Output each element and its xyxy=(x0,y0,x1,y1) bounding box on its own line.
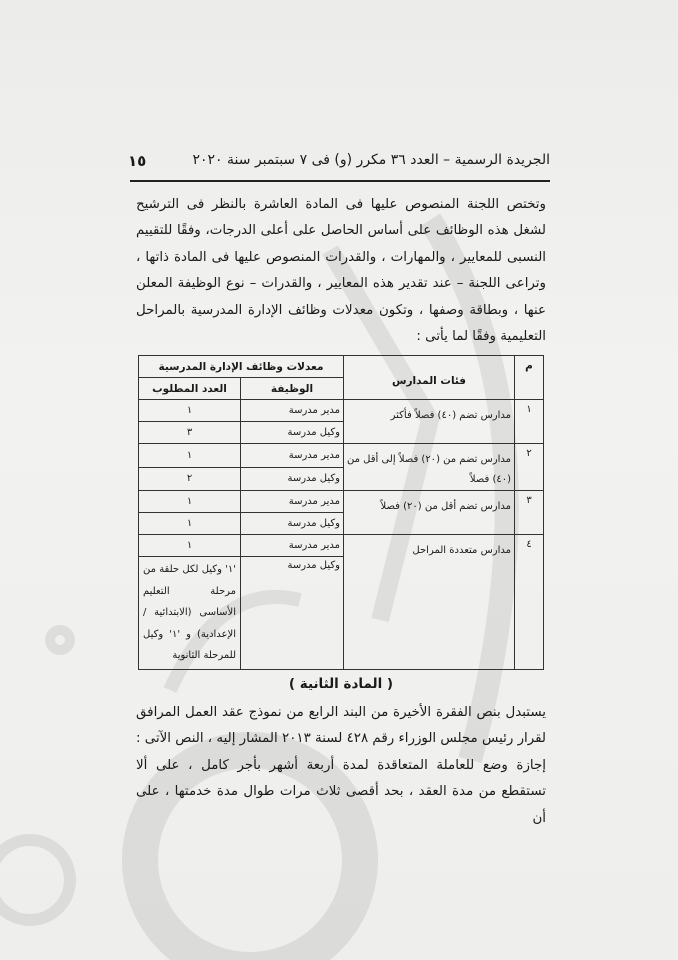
job-title: مدير مدرسة xyxy=(241,400,344,422)
row-number: ٤ xyxy=(515,535,544,670)
job-title: مدير مدرسة xyxy=(241,535,344,557)
table-row xyxy=(139,491,544,513)
col-header-count: العدد المطلوب xyxy=(139,378,241,400)
col-header-num: م xyxy=(515,356,544,400)
required-count: ١ xyxy=(139,513,241,535)
required-count: '١' وكيل لكل حلقة من مرحلة التعليم الأساسى (الابتدائية / الإعدادية) و '١' وكيل للمرحلة الثانوية xyxy=(139,557,241,670)
table-row xyxy=(139,444,544,468)
school-admin-table xyxy=(138,355,544,670)
page-header xyxy=(128,152,550,174)
required-count: ١ xyxy=(139,535,241,557)
article-paragraph: يستبدل بنص الفقرة الأخيرة من البند الرابع من نموذج عقد العمل المرافق لقرار رئيس مجلس الوزراء رقم ٤٢٨ لسنة ٢٠١٣ المشار إليه ، النص الآتى : إجازة وضع للعاملة المتعاقدة لمدة أربعة أشهر بأجر كامل ، على ألا تستقطع من مدة العقد ، بحد أقصى ثلاث مرات طوال مدة خدمتها ، على أن xyxy=(136,705,547,826)
row-number: ١ xyxy=(515,400,544,444)
required-count: ١ xyxy=(139,491,241,513)
school-category: مدارس تضم من (٢٠) فصلاً إلى أقل من (٤٠) فصلاً xyxy=(344,444,515,491)
header-divider xyxy=(130,180,550,182)
job-title: وكيل مدرسة xyxy=(241,513,344,535)
col-header-group: معدلات وظائف الإدارة المدرسية xyxy=(139,356,344,378)
col-header-job: الوظيفة xyxy=(241,378,344,400)
required-count: ١ xyxy=(139,444,241,468)
required-count: ٣ xyxy=(139,422,241,444)
page-number: ١٥ xyxy=(128,152,147,170)
required-count: ٢ xyxy=(139,467,241,491)
table-row xyxy=(139,400,544,422)
row-number: ٣ xyxy=(515,491,544,535)
table-row xyxy=(139,535,544,557)
job-title: وكيل مدرسة xyxy=(241,422,344,444)
required-count: ١ xyxy=(139,400,241,422)
job-title: مدير مدرسة xyxy=(241,444,344,468)
article-heading: ( المادة الثانية ) xyxy=(288,676,394,692)
job-title: وكيل مدرسة xyxy=(241,557,344,670)
school-category: مدارس تضم (٤٠) فصلاً فأكثر xyxy=(344,400,515,444)
job-title: مدير مدرسة xyxy=(241,491,344,513)
school-category: مدارس متعددة المراحل xyxy=(344,535,515,670)
gazette-title: الجريدة الرسمية – العدد ٣٦ مكرر (و) فى ٧ سبتمبر سنة ٢٠٢٠ xyxy=(192,152,550,168)
job-title: وكيل مدرسة xyxy=(241,467,344,491)
school-category: مدارس تضم أقل من (٢٠) فصلاً xyxy=(344,491,515,535)
row-number: ٢ xyxy=(515,444,544,491)
col-header-category: فئات المدارس xyxy=(344,356,515,400)
intro-paragraph: وتختص اللجنة المنصوص عليها فى المادة العاشرة بالنظر فى الترشيح لشغل هذه الوظائف على أساس الحاصل على أعلى الدرجات، وفقًا للتقييم النسبى للمعايير ، والمهارات ، والقدرات المنصوص عليها فى المادة ذاتها ، وتراعى اللجنة – عند تقدير هذه المعايير ، والقدرات – نوع الوظيفة المعلن عنها ، وبطاقة وصفها ، وتكون معدلات وظائف الإدارة المدرسية بالمراحل التعليمية وفقًا لما يأتى : xyxy=(136,197,546,345)
